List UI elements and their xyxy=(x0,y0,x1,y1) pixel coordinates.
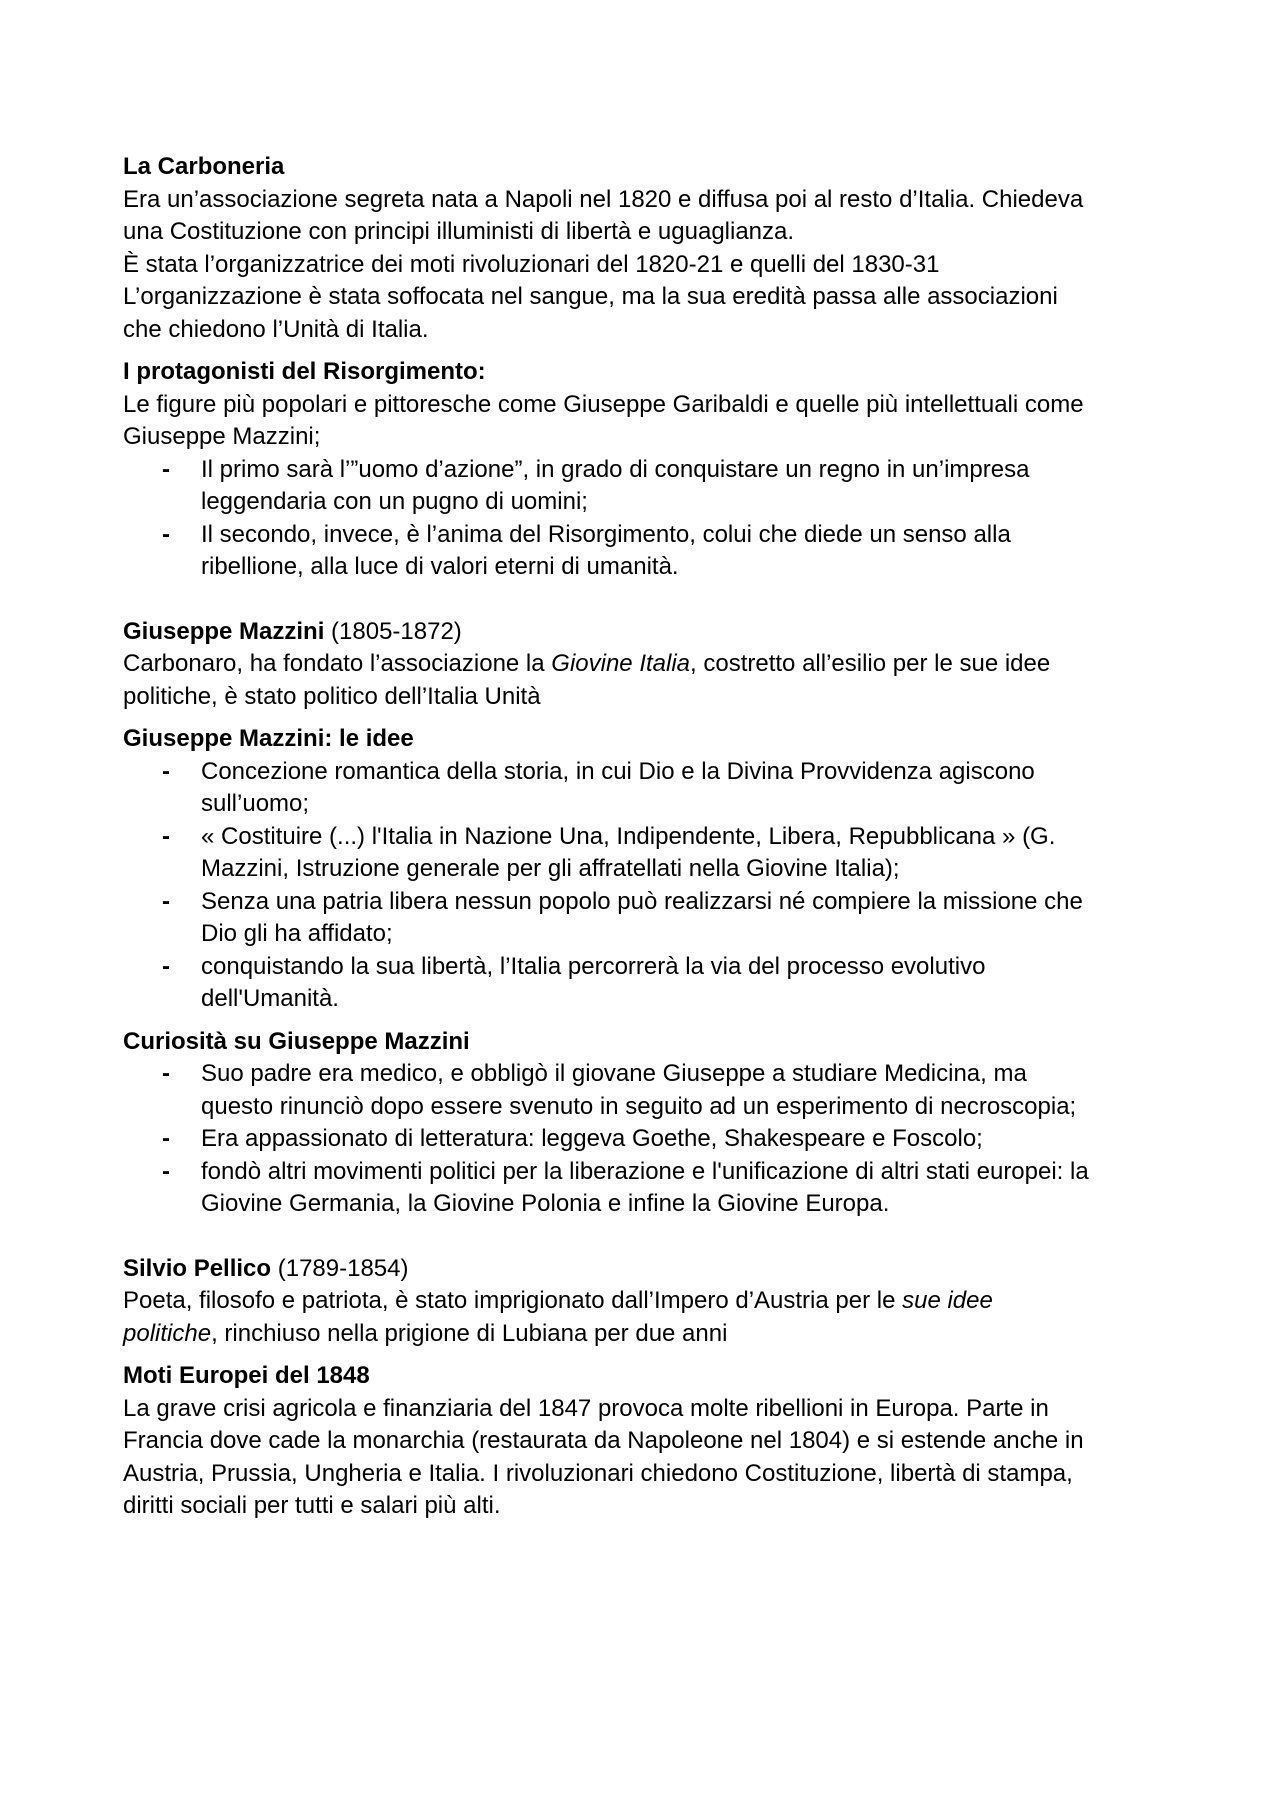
section-mazzini-idee xyxy=(123,723,1168,1016)
dash-bullet-icon: - xyxy=(162,887,170,915)
heading-moti: Moti Europei del 1848 xyxy=(123,1362,370,1389)
section-protagonisti xyxy=(123,356,1168,584)
section-mazzini xyxy=(123,616,1168,714)
mazzini-text: Carbonaro, ha fondato l’associazione la xyxy=(123,650,552,677)
list-item-line: « Costituire (...) l'Italia in Nazione Una, Indipendente, Libera, Repubblicana » (G. xyxy=(201,822,1056,850)
mazzini-line-1 xyxy=(123,648,1168,681)
section-pellico xyxy=(123,1253,1168,1351)
carboneria-line-2: una Costituzione con principi illuministi di libertà e uguaglianza. xyxy=(123,218,795,245)
pellico-line-1 xyxy=(123,1285,1168,1318)
moti-line-1: La grave crisi agricola e finanziaria del 1847 provoca molte ribellioni in Europa. Parte in xyxy=(123,1394,1049,1422)
carboneria-line-3: È stata l’organizzatrice dei moti rivoluzionari del 1820-21 e quelli del 1830-31 xyxy=(123,250,940,278)
list-item-line: Il secondo, invece, è l’anima del Risorgimento, colui che diede un senso alla xyxy=(201,520,1011,548)
pellico-heading-line xyxy=(123,1253,1168,1286)
list-item-line: leggendaria con un pugno di uomini; xyxy=(201,488,588,515)
list-item xyxy=(123,1156,1168,1221)
list-item xyxy=(123,1123,1168,1156)
mazzini-heading-line xyxy=(123,616,1168,649)
list-item-line: Giovine Germania, la Giovine Polonia e infine la Giovine Europa. xyxy=(201,1190,890,1217)
curiosita-list xyxy=(123,1058,1168,1221)
list-item xyxy=(123,951,1168,1016)
list-item-line: fondò altri movimenti politici per la liberazione e l'unificazione di altri stati europei: la xyxy=(201,1157,1089,1185)
mazzini-text: , costretto all’esilio per le sue idee xyxy=(690,650,1051,677)
pellico-text: , rinchiuso nella prigione di Lubiana per due anni xyxy=(211,1319,728,1347)
list-item-line: Concezione romantica della storia, in cui Dio e la Divina Provvidenza agiscono xyxy=(201,757,1035,785)
heading-carboneria: La Carboneria xyxy=(123,153,285,180)
list-item-line: ribellione, alla luce di valori eterni di umanità. xyxy=(201,553,679,580)
pellico-line-2 xyxy=(123,1318,1168,1351)
list-item-line: Senza una patria libera nessun popolo può realizzarsi né compiere la missione che xyxy=(201,887,1083,915)
list-item-line: questo rinunciò dopo essere svenuto in seguito ad un esperimento di necroscopia; xyxy=(201,1092,1077,1120)
mazzini-line-2: politiche, è stato politico dell’Italia Unità xyxy=(123,682,541,710)
heading-mazzini-idee: Giuseppe Mazzini: le idee xyxy=(123,725,414,752)
mazzini-idee-list xyxy=(123,756,1168,1016)
pellico-italic-text: politiche xyxy=(123,1319,212,1347)
dash-bullet-icon: - xyxy=(162,520,170,548)
list-item xyxy=(123,886,1168,951)
dash-bullet-icon: - xyxy=(162,952,170,980)
dash-bullet-icon: - xyxy=(162,757,170,785)
dash-bullet-icon: - xyxy=(162,1125,170,1152)
list-item-line: Mazzini, Istruzione generale per gli affratellati nella Giovine Italia); xyxy=(201,855,900,882)
pellico-italic-text: sue idee xyxy=(902,1287,993,1314)
carboneria-line-4: L’organizzazione è stata soffocata nel sangue, ma la sua eredità passa alle associazioni xyxy=(123,283,1058,310)
dash-bullet-icon: - xyxy=(162,1157,170,1185)
list-item-line: Dio gli ha affidato; xyxy=(201,920,393,947)
list-item xyxy=(123,756,1168,821)
heading-curiosita: Curiosità su Giuseppe Mazzini xyxy=(123,1027,470,1055)
list-item-line: conquistando la sua libertà, l’Italia percorrerà la via del processo evolutivo xyxy=(201,952,986,980)
moti-line-4: diritti sociali per tutti e salari più alti. xyxy=(123,1492,501,1519)
heading-protagonisti: I protagonisti del Risorgimento: xyxy=(123,358,486,385)
list-item-line: sull’uomo; xyxy=(201,790,310,817)
list-item-line: dell'Umanità. xyxy=(201,985,339,1012)
carboneria-line-5: che chiedono l’Unità di Italia. xyxy=(123,315,429,343)
list-item xyxy=(123,821,1168,886)
section-curiosita xyxy=(123,1026,1168,1221)
moti-line-3: Austria, Prussia, Ungheria e Italia. I rivoluzionari chiedono Costituzione, libertà di stampa, xyxy=(123,1459,1073,1487)
mazzini-dates: (1805-1872) xyxy=(324,617,462,645)
heading-pellico: Silvio Pellico xyxy=(123,1254,272,1282)
mazzini-italic-text: Giovine Italia xyxy=(551,650,691,677)
pellico-text: Poeta, filosofo e patriota, è stato imprigionato dall’Impero d’Austria per le xyxy=(123,1287,903,1314)
dash-bullet-icon: - xyxy=(162,455,170,483)
section-carboneria xyxy=(123,151,1168,346)
dash-bullet-icon: - xyxy=(162,1060,170,1087)
section-moti xyxy=(123,1360,1168,1523)
list-item xyxy=(123,454,1168,519)
list-item-line: Era appassionato di letteratura: leggeva Goethe, Shakespeare e Foscolo; xyxy=(201,1125,983,1152)
list-item-line: Il primo sarà l’”uomo d’azione”, in grado di conquistare un regno in un’impresa xyxy=(201,455,1030,483)
list-item xyxy=(123,519,1168,584)
protagonisti-line-2: Giuseppe Mazzini; xyxy=(123,423,321,450)
list-item-line: Suo padre era medico, e obbligò il giovane Giuseppe a studiare Medicina, ma xyxy=(201,1060,1027,1087)
protagonisti-list xyxy=(123,454,1168,584)
moti-line-2: Francia dove cade la monarchia (restaurata da Napoleone nel 1804) e si estende anche in xyxy=(123,1427,1084,1454)
pellico-dates: (1789-1854) xyxy=(271,1254,409,1282)
list-item xyxy=(123,1058,1168,1123)
carboneria-line-1: Era un’associazione segreta nata a Napoli nel 1820 e diffusa poi al resto d’Italia. Chiedeva xyxy=(123,185,1084,213)
heading-mazzini: Giuseppe Mazzini xyxy=(123,617,325,645)
dash-bullet-icon: - xyxy=(162,822,170,850)
protagonisti-line-1: Le figure più popolari e pittoresche come Giuseppe Garibaldi e quelle più intellettuali come xyxy=(123,390,1084,418)
